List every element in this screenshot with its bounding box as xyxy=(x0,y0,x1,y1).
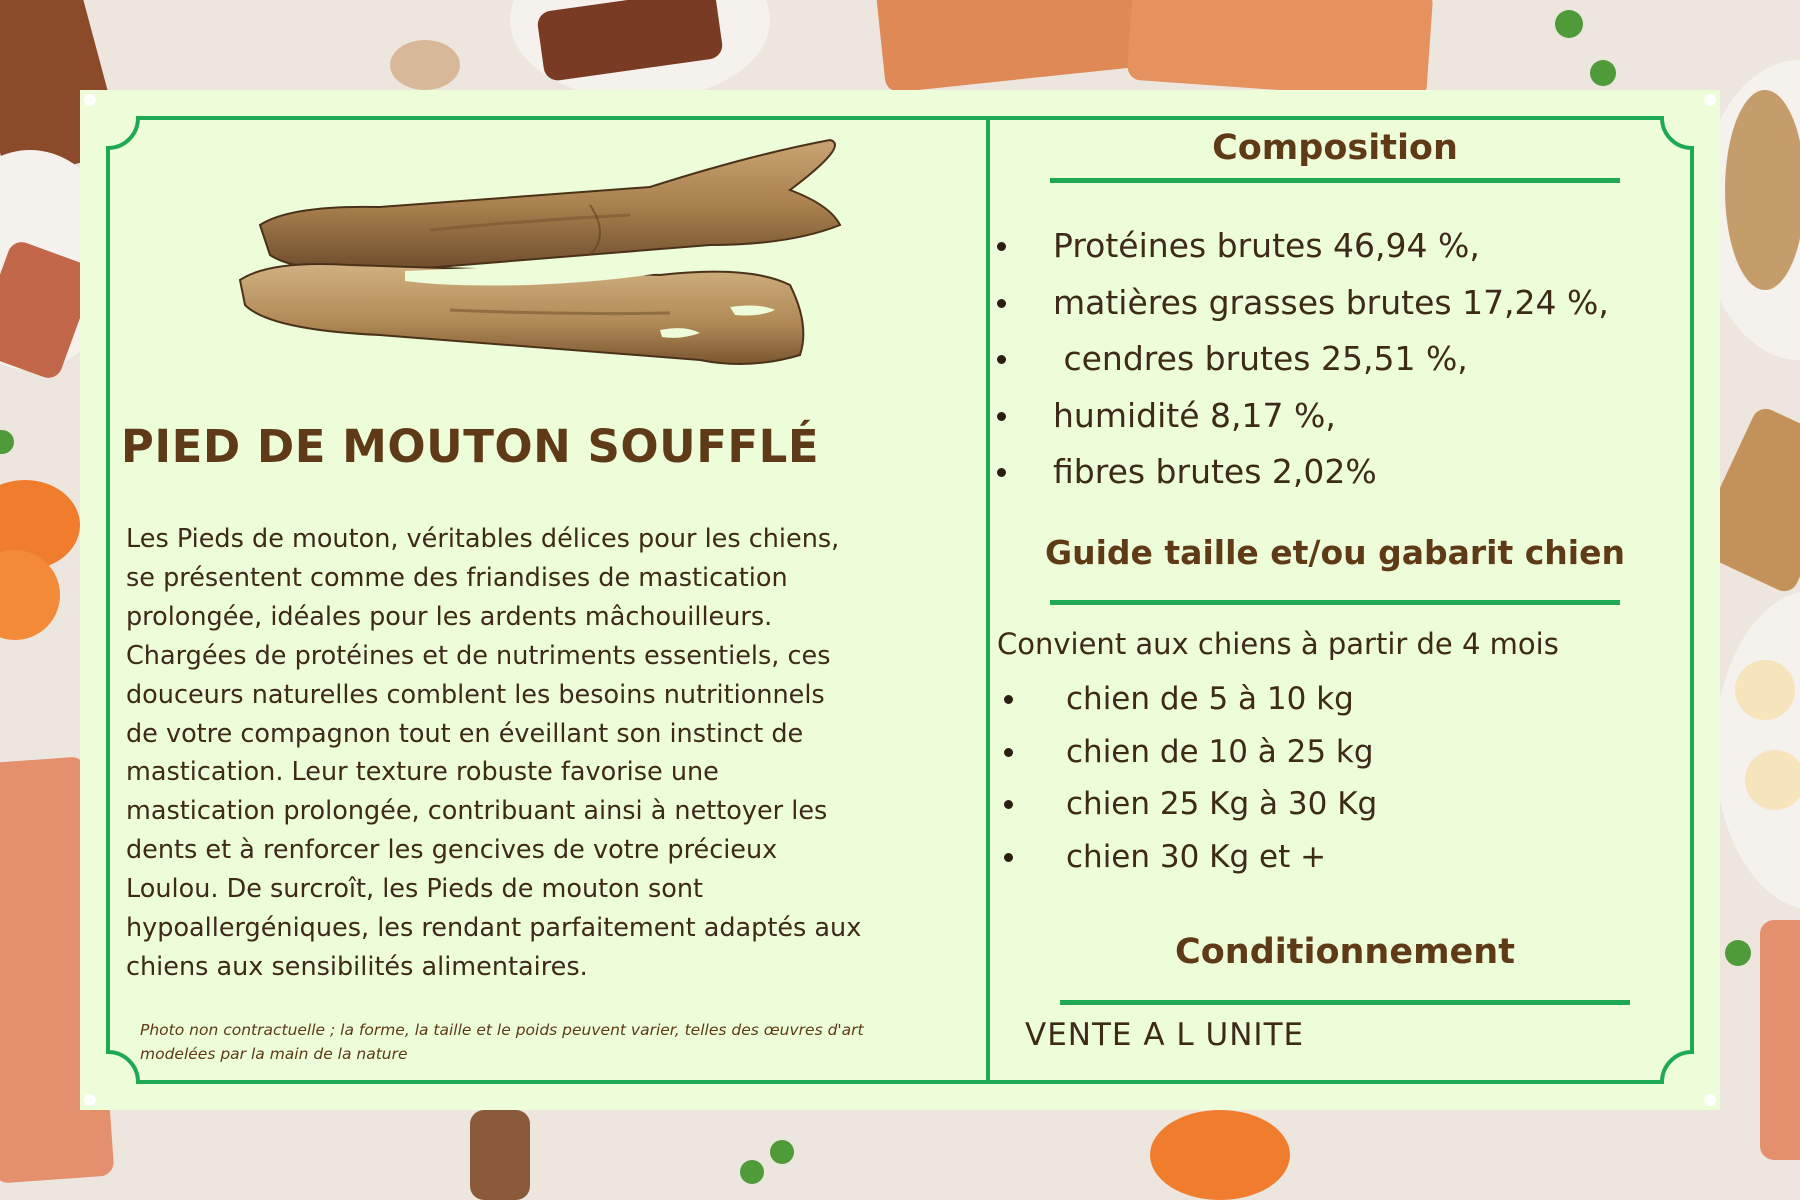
milk-biscuit-decor xyxy=(1745,750,1800,810)
chicken-jerky-decor xyxy=(1127,0,1434,100)
guide-item: chien 30 Kg et + xyxy=(1004,831,1377,884)
bullet-dot-icon xyxy=(997,412,1006,421)
composition-item: matières grasses brutes 17,24 %, xyxy=(997,275,1609,332)
packaging-rule xyxy=(1060,1000,1630,1005)
pea-decor xyxy=(1590,60,1616,86)
sausage-decor xyxy=(470,1110,530,1200)
guide-rule xyxy=(1050,600,1620,605)
pea-decor xyxy=(1725,940,1751,966)
product-card xyxy=(80,90,1720,1110)
carrot-slice-decor xyxy=(1150,1110,1290,1200)
sheep-foot-chew-icon xyxy=(230,135,870,385)
bone-biscuit-decor xyxy=(390,40,460,90)
chicken-jerky-decor xyxy=(875,0,1145,93)
salmon-jerky-decor xyxy=(1760,920,1800,1160)
guide-item: chien de 10 à 25 kg xyxy=(1004,726,1377,779)
product-description: Les Pieds de mouton, véritables délices pour les chiens, se présentent comme des friandises de mastication prolongée, idéales pour les ardents mâchouilleurs. Chargées de protéines et de nutriments essentiels, ces douceurs naturelles comblent les besoins nutritionnels de votre compagnon tout en éveillant son instinct de mastication. Leur texture robuste favorise une mastication prolongée, contribuant ainsi à nettoyer les dents et à renforcer les gencives de votre précieux Loulou. De surcroît, les Pieds de mouton sont hypoallergéniques, les rendant parfaitement adaptés aux chiens aux sensibilités alimentaires. xyxy=(126,524,862,982)
bullet-dot-icon xyxy=(997,299,1006,308)
pea-decor xyxy=(0,430,14,454)
pea-decor xyxy=(740,1160,764,1184)
guide-intro: Convient aux chiens à partir de 4 mois xyxy=(997,627,1559,661)
product-title: PIED DE MOUTON SOUFFLÉ xyxy=(120,420,820,473)
guide-item: chien de 5 à 10 kg xyxy=(1004,673,1377,726)
bullet-dot-icon xyxy=(1004,748,1013,757)
guide-list xyxy=(1004,673,1377,883)
bullet-dot-icon xyxy=(997,242,1006,251)
packaging-value: VENTE A L UNITE xyxy=(1025,1017,1305,1053)
composition-item: Protéines brutes 46,94 %, xyxy=(997,218,1609,275)
bone-biscuit-decor xyxy=(1725,90,1800,290)
composition-list xyxy=(997,218,1609,501)
bullet-dot-icon xyxy=(1004,853,1013,862)
composition-title: Composition xyxy=(1212,128,1458,168)
composition-item: humidité 8,17 %, xyxy=(997,388,1609,445)
guide-item: chien 25 Kg à 30 Kg xyxy=(1004,778,1377,831)
bullet-dot-icon xyxy=(997,468,1006,477)
guide-title: Guide taille et/ou gabarit chien xyxy=(1045,533,1625,572)
photo-disclaimer: Photo non contractuelle ; la forme, la taille et le poids peuvent varier, telles des œuvres d'art modelées par la main de la nature xyxy=(140,1021,864,1063)
bowl-decor xyxy=(1715,590,1800,910)
composition-item: cendres brutes 25,51 %, xyxy=(997,331,1609,388)
packaging-title: Conditionnement xyxy=(1175,932,1515,972)
composition-rule xyxy=(1050,178,1620,183)
bullet-dot-icon xyxy=(997,355,1006,364)
pea-decor xyxy=(770,1140,794,1164)
milk-biscuit-decor xyxy=(1735,660,1795,720)
bullet-dot-icon xyxy=(1004,800,1013,809)
composition-item: fibres brutes 2,02% xyxy=(997,444,1609,501)
pea-decor xyxy=(1555,10,1583,38)
bullet-dot-icon xyxy=(1004,695,1013,704)
